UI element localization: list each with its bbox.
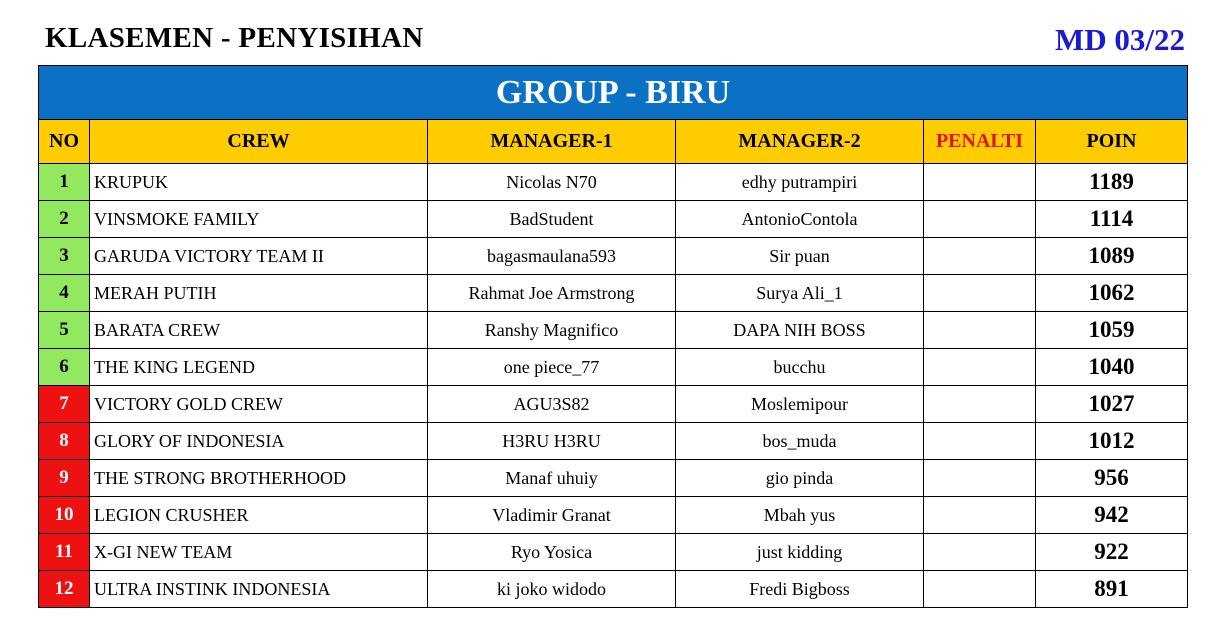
penalti-cell [924,312,1036,349]
manager-2-cell: edhy putrampiri [676,164,924,201]
manager-1-cell: Manaf uhuiy [428,460,676,497]
crew-cell: ULTRA INSTINK INDONESIA [90,571,428,608]
manager-1-cell: BadStudent [428,201,676,238]
table-row [39,423,1188,460]
manager-2-cell: Sir puan [676,238,924,275]
manager-2-cell: Fredi Bigboss [676,571,924,608]
rank-cell: 4 [39,275,90,312]
poin-cell: 956 [1036,460,1188,497]
poin-cell: 1114 [1036,201,1188,238]
rank-cell: 12 [39,571,90,608]
manager-1-cell: bagasmaulana593 [428,238,676,275]
column-header-row [39,120,1188,164]
manager-1-cell: Ryo Yosica [428,534,676,571]
manager-2-cell: Surya Ali_1 [676,275,924,312]
poin-cell: 1040 [1036,349,1188,386]
manager-2-cell: AntonioContola [676,201,924,238]
col-header-poin: POIN [1036,120,1188,164]
crew-cell: X-GI NEW TEAM [90,534,428,571]
rank-cell: 8 [39,423,90,460]
poin-cell: 891 [1036,571,1188,608]
table-row [39,460,1188,497]
manager-1-cell: H3RU H3RU [428,423,676,460]
manager-1-cell: Vladimir Granat [428,497,676,534]
col-header-manager-2: MANAGER-2 [676,120,924,164]
poin-cell: 922 [1036,534,1188,571]
table-row [39,238,1188,275]
col-header-crew: CREW [90,120,428,164]
poin-cell: 1189 [1036,164,1188,201]
page-title: KLASEMEN - PENYISIHAN [45,22,424,54]
poin-cell: 942 [1036,497,1188,534]
poin-cell: 1059 [1036,312,1188,349]
col-header-manager-1: MANAGER-1 [428,120,676,164]
col-header-penalti: PENALTI [924,120,1036,164]
crew-cell: VINSMOKE FAMILY [90,201,428,238]
rank-cell: 5 [39,312,90,349]
manager-1-cell: Nicolas N70 [428,164,676,201]
table-row [39,497,1188,534]
crew-cell: THE KING LEGEND [90,349,428,386]
group-title-row [39,66,1188,120]
matchday-label: MD 03/22 [1054,22,1185,57]
rank-cell: 11 [39,534,90,571]
crew-cell: KRUPUK [90,164,428,201]
poin-cell: 1062 [1036,275,1188,312]
rank-cell: 10 [39,497,90,534]
manager-2-cell: just kidding [676,534,924,571]
rank-cell: 7 [39,386,90,423]
table-row [39,275,1188,312]
table-row [39,386,1188,423]
penalti-cell [924,497,1036,534]
penalti-cell [924,460,1036,497]
rank-cell: 3 [39,238,90,275]
penalti-cell [924,423,1036,460]
rank-cell: 2 [39,201,90,238]
table-row [39,312,1188,349]
penalti-cell [924,238,1036,275]
table-row [39,201,1188,238]
penalti-cell [924,534,1036,571]
manager-2-cell: Moslemipour [676,386,924,423]
poin-cell: 1027 [1036,386,1188,423]
table-row [39,349,1188,386]
penalti-cell [924,275,1036,312]
crew-cell: BARATA CREW [90,312,428,349]
col-header-no: NO [39,120,90,164]
crew-cell: THE STRONG BROTHERHOOD [90,460,428,497]
manager-2-cell: gio pinda [676,460,924,497]
crew-cell: LEGION CRUSHER [90,497,428,534]
group-title: GROUP - BIRU [39,66,1188,120]
rank-cell: 6 [39,349,90,386]
manager-2-cell: bos_muda [676,423,924,460]
poin-cell: 1089 [1036,238,1188,275]
table-row [39,571,1188,608]
crew-cell: MERAH PUTIH [90,275,428,312]
poin-cell: 1012 [1036,423,1188,460]
penalti-cell [924,349,1036,386]
manager-1-cell: Ranshy Magnifico [428,312,676,349]
penalti-cell [924,164,1036,201]
crew-cell: GARUDA VICTORY TEAM II [90,238,428,275]
standings-table [38,65,1188,608]
manager-2-cell: DAPA NIH BOSS [676,312,924,349]
rank-cell: 1 [39,164,90,201]
table-row [39,164,1188,201]
manager-1-cell: ki joko widodo [428,571,676,608]
crew-cell: VICTORY GOLD CREW [90,386,428,423]
penalti-cell [924,386,1036,423]
penalti-cell [924,571,1036,608]
manager-2-cell: bucchu [676,349,924,386]
table-row [39,534,1188,571]
crew-cell: GLORY OF INDONESIA [90,423,428,460]
manager-1-cell: Rahmat Joe Armstrong [428,275,676,312]
manager-2-cell: Mbah yus [676,497,924,534]
manager-1-cell: one piece_77 [428,349,676,386]
penalti-cell [924,201,1036,238]
rank-cell: 9 [39,460,90,497]
manager-1-cell: AGU3S82 [428,386,676,423]
